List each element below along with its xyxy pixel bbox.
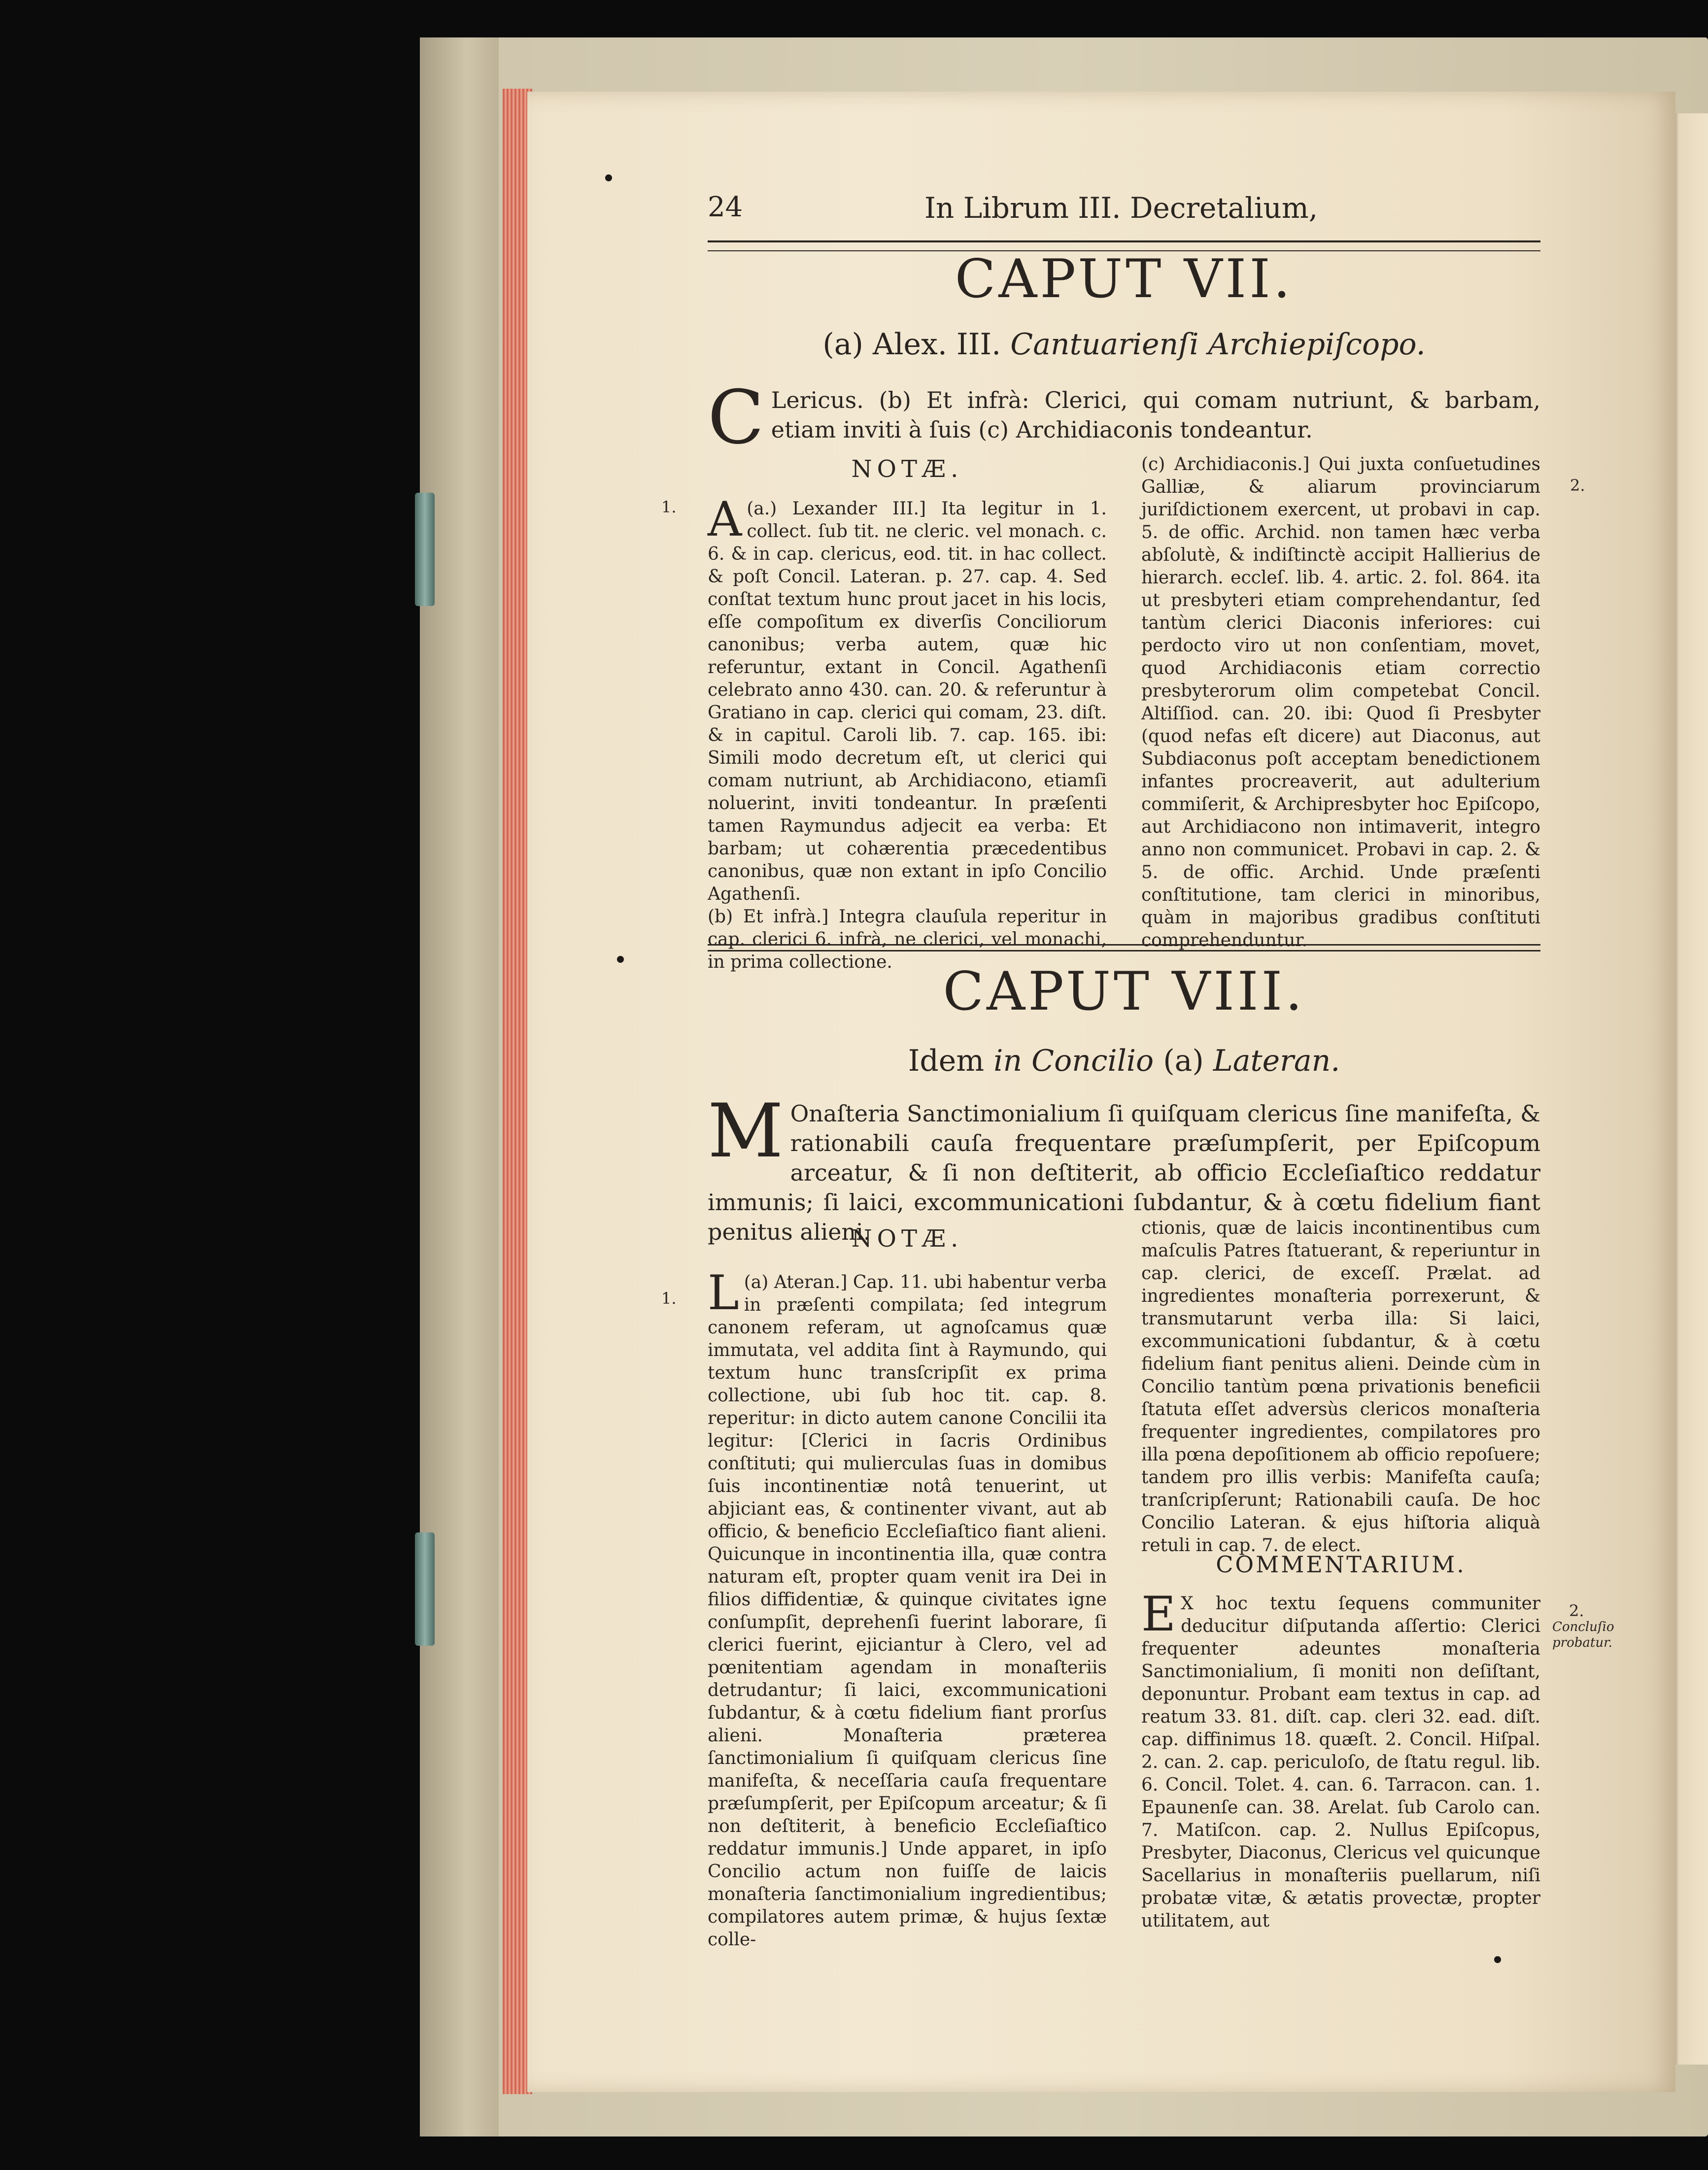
caput-8-dropcap: M <box>708 1088 784 1174</box>
caput-7-right-column <box>1141 453 1540 950</box>
caput-8-subtitle-prefix: Idem <box>908 1044 985 1078</box>
caput-8-subtitle-place: Lateran. <box>1213 1044 1340 1078</box>
caput-7-note-c: (c) Archidiaconis.] Qui juxta conſuetudines Galliæ, & aliarum provinciarum juriſdictionem exercent, ut probavi in cap. 5. de offic. Archid. non tamen hæc verba abſolutè, & indiſtinctè accipit Hallierius de hierarch. eccleſ. lib. 4. artic. 2. fol. 864. ita ut presbyteri etiam comprehendantur, ſed tantùm clerici Diaconis inferiores: cui perdocto viro ut non conſentiam, movet, quod Archidiaconis etiam correctio presbyterorum olim competebat Concil. Altiſſiod. can. 20. ibi: Quod ſi Presbyter (quod nefas eſt dicere) aut Diaconus, aut Subdiaconus poſt acceptam benedictionem infantes procreaverit, aut adulterium commiſerit, & Archipresbyter hoc Epiſcopo, aut Archidiacono non intimaverit, integro anno non communicet. Probavi in cap. 2. & 5. de offic. Archid. Unde præſenti conſtitutione, tam clerici in minoribus, quàm in majoribus gradibus conſtituti comprehenduntur. <box>1141 454 1540 950</box>
caput-8-right-column-notes <box>1141 1217 1540 1556</box>
running-title: In Librum III. Decretalium, <box>924 191 1318 225</box>
caput-8-subtitle <box>708 1044 1540 1078</box>
cover-board-edge <box>420 37 499 2136</box>
caput-7-notae-heading: NOTÆ. <box>851 455 963 483</box>
clasp-lower <box>415 1532 435 1646</box>
commentarium-body: X hoc textu ſequens communiter deducitur diſputanda aſſertio: Clerici frequenter adeuntes monaſteria Sanctimonialium, ſi moniti non deſiſtant, deponuntur. Probant eam textus in cap. ad reatum 33. 81. diſt. cap. cleri 32. ead. diſt. cap. diffinimus 18. quæſt. 2. Concil. Hiſpal. 2. can. 2. cap. periculoſo, de ſtatu regul. lib. 6. Concil. Tolet. 4. can. 6. Tarracon. can. 1. Epaunenſe can. 38. Arelat. ſub Carolo can. 7. Matiſcon. cap. 2. Nullus Epiſcopus, Presbyter, Diaconus, Clericus vel quicunque Sacellarius in monaſteriis puellarum, niſi probatæ vitæ, & ætatis provectæ, propter utilitatem, aut <box>1141 1594 1540 1931</box>
ink-spot <box>605 174 612 181</box>
caput-7-subtitle-prefix: (a) Alex. III. <box>822 327 1001 362</box>
margin-number: 1. <box>661 498 677 516</box>
note-dropcap: A <box>708 492 742 547</box>
caput-7-dropcap: C <box>708 375 764 461</box>
caput-8-subtitle-italic: in Concilio <box>993 1044 1154 1078</box>
commentarium-text <box>1141 1587 1540 1933</box>
ink-spot <box>617 956 624 963</box>
caput-7-left-column <box>708 492 1107 972</box>
note-label: (a) <box>744 1272 769 1292</box>
margin-number: 2. <box>1569 1601 1584 1620</box>
facing-page-edge <box>1672 113 1708 2065</box>
note-label: (a.) <box>747 499 777 519</box>
caput-7-note-a <box>708 492 1107 906</box>
caput-7-lead-text: Lericus. (b) Et infrà: Clerici, qui comam nutriunt, & barbam, etiam inviti à ſuis (c) Archidiaconis tondeantur. <box>771 387 1540 443</box>
ink-spot <box>1494 1956 1501 1963</box>
margin-number: 2. <box>1570 476 1585 495</box>
margin-number: 1. <box>661 1289 677 1308</box>
commentarium-heading: COMMENTARIUM. <box>1216 1551 1466 1578</box>
caput-7-text <box>708 375 1540 461</box>
caput-7-subtitle <box>708 327 1540 362</box>
caput-8-left-column <box>708 1265 1107 1950</box>
running-head <box>708 186 1540 231</box>
note-dropcap: L <box>708 1265 739 1321</box>
clasp-upper <box>415 493 435 606</box>
caput-7-subtitle-recipient: Cantuarienſi Archiepiſcopo. <box>1010 327 1426 362</box>
caput-8-note-continuation: ctionis, quæ de laicis incontinentibus cum maſculis Patres ſtatuerant, & reperiuntur in cap. clerici, de exceſſ. Prælat. ad ingredientes monaſteria porrexerunt, & transmutarunt verba illa: Si laici, excommunicationi ſubdantur, & à cœtu fidelium fiant penitus alieni. Deinde cùm in Concilio tantùm pœna privationis beneficii ſtatuta eſſet adversùs clericos monaſteria frequenter ingredientes, compilatores pro illa pœna depoſitionem ab officio repoſuere; tandem pro illis verbis: Manifeſta cauſa; tranſcripſerunt; Rationabili cauſa. De hoc Concilio Lateran. & ejus hiſtoria aliquà retuli in cap. 7. de elect. <box>1141 1218 1540 1556</box>
commentarium-column <box>1141 1587 1540 1931</box>
section-rule <box>708 950 1540 951</box>
caput-8-note-a <box>708 1265 1107 1951</box>
page-number: 24 <box>708 191 743 223</box>
caput-8-title: CAPUT VIII. <box>943 961 1305 1022</box>
caput-7-title: CAPUT VII. <box>955 248 1294 310</box>
margin-note: Concluſio probatur. <box>1552 1620 1614 1650</box>
caput-8-lead-text: Onaſteria Sanctimonialium ſi quiſquam clericus ſine manifeſta, & rationabili cauſa frequentare præſumpſerit, per Epiſcopum arceatur, & ſi non deſtiterit, ab officio Eccleſiaſtico reddatur immunis; ſi laici, excommunicationi ſubdantur, & à cœtu fidelium fiant penitus alieni. <box>708 1100 1540 1245</box>
caput-7-note-b: (b) Et infrà.] Integra clauſula reperitur in cap. clerici 6. infrà, ne clerici, vel monachi, in prima collectione. <box>708 907 1107 972</box>
caput-8-notae-heading: NOTÆ. <box>851 1225 963 1253</box>
note-a-text: Lexander III.] Ita legitur in 1. collect. ſub tit. ne cleric. vel monach. c. 6. & in cap. clericus, eod. tit. in hac collect. & poſt Concil. Lateran. p. 27. cap. 4. Sed conſtat textum hunc prout jacet in his locis, eſſe compoſitum ex diverſis Conciliorum canonibus; verba autem, quæ hic referuntur, extant in Concil. Agathenſi celebrato anno 430. can. 20. & referuntur à Gratiano in cap. clerici qui comam, 23. diſt. & in capitul. Caroli lib. 7. cap. 165. ibi: Simili modo decretum eſt, ut clerici qui comam nutriunt, ab Archidiacono, etiamſi noluerint, inviti tondeantur. In præſenti tamen Raymundus adjecit ea verba: Et barbam; ut cohærentia præcedentibus canonibus, quæ non extant in ipſo Concilio Agathenſi. <box>708 499 1107 904</box>
commentarium-dropcap: E <box>1141 1587 1176 1642</box>
caput-8-subtitle-mark: (a) <box>1163 1044 1204 1078</box>
section-rule <box>708 944 1540 946</box>
note-a-text: Ateran.] Cap. 11. ubi habentur verba in præſenti compilata; ſed integrum canonem referam, ut agnoſcamus quæ immutata, vel addita ſint à Raymundo, qui textum hunc transſcripſit ex prima collectione, ubi ſub hoc tit. cap. 8. reperitur: in dicto autem canone Concilii ita legitur: [Clerici in ſacris Ordinibus conſtituti; qui mulierculas ſuas in domibus ſuis incontinentiæ notâ tenuerint, ut abjiciant eas, & continenter vivant, aut ab officio, & beneficio Eccleſiaſtico fiant alieni. Quicunque in incontinentia illa, quæ contra naturam eſt, propter quam venit ira Dei in filios diffidentiæ, & quinque civitates igne conſumpſit, deprehenſi fuerint laborare, ſi clerici fuerint, ejiciantur à Clero, vel ad pœnitentiam agendam in monaſteriis detrudantur; ſi laici, excommunicationi ſubdantur, & à cœtu fidelium fiant prorſus alieni. Monaſteria præterea ſanctimonialium ſi quiſquam clericus ſine manifeſta, & neceſſaria cauſa frequentare præſumpſerit, per Epiſcopum arceatur; & ſi non deſtiterit, à beneficio Eccleſiaſtico reddatur immunis.] Unde apparet, in ipſo Concilio actum non fuiſſe de laicis monaſteria ſanctimonialium ingredientibus; compilatores autem primæ, & hujus ſextæ colle- <box>708 1272 1107 1950</box>
